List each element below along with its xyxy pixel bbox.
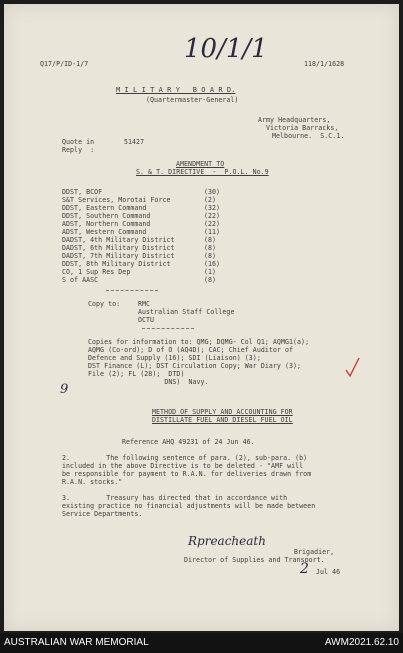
distribution-name: DDST, Eastern Command [62,204,147,212]
quote-label: Quote in Reply : [62,138,95,154]
footer-institution: AUSTRALIAN WAR MEMORIAL [4,637,149,648]
distribution-name: DADST, 6th Military District [62,244,175,252]
distribution-qty: (11) [204,228,221,236]
distribution-qty: (30) [204,188,221,196]
address-line-1: Army Headquarters, [258,116,331,124]
copy-to-item: RMC [138,300,151,308]
distribution-qty: (8) [204,252,217,260]
red-tick-mark [344,356,362,378]
archive-footer [0,633,403,653]
document-page [4,4,399,631]
distribution-name: DDST, Southern Command [62,212,151,220]
distribution-qty: (32) [204,204,221,212]
copy-to-label: Copy to: [88,300,121,308]
margin-note: 9 [60,382,69,397]
divider-rule [142,328,194,329]
distribution-qty: (16) [204,260,221,268]
distribution-qty: (8) [204,276,217,284]
handwritten-signature: Rpreacheath [188,534,266,548]
address-line-2: Victoria Barracks, [266,124,339,132]
handwritten-date-day: 2 [300,561,309,577]
signature-date: Jul 46 [316,568,341,576]
distribution-qty: (22) [204,212,221,220]
file-ref-right: 118/1/1628 [304,60,345,68]
distribution-name: S of AASC [62,276,99,284]
quote-number: 51427 [124,138,145,146]
distribution-qty: (8) [204,244,217,252]
handwritten-file-number: 10/1/1 [184,34,268,64]
copies-information: Copies for information to: QMG; DQMG- Col Q1; AQMG1(a); AQMG (Co-ord); D of O (AQ4D); CAC; Chief Auditor of Defence and Supply (16); SDI (Liaison) (3); DST Finance (L); DST Circulation Copy; War Diary (3); File (2); FL (28); DTD) DNS) Navy. [88,338,310,386]
distribution-name: DADST, 4th Military District [62,236,175,244]
copy-to-item: OCTU [138,316,155,324]
distribution-name: DDST, 8th Military District [62,260,171,268]
distribution-name: CO, 1 Sup Res Dep [62,268,131,276]
paragraph-3: 3. Treasury has directed that in accordance with existing practice no financial adjustments will be made between Service Departments. [62,494,316,518]
distribution-qty: (8) [204,236,217,244]
subject-line-1: AMENDMENT TO [176,160,225,168]
distribution-name: ADST, Western Command [62,228,147,236]
divider-rule [106,290,158,291]
distribution-name: S&T Services, Morotai Force [62,196,171,204]
copy-to-item: Australian Staff College [138,308,235,316]
footer-catalogue-id: AWM2021.62.10 [324,637,399,648]
topic-line-1: METHOD OF SUPPLY AND ACCOUNTING FOR [152,408,293,416]
topic-line-2: DISTILLATE FUEL AND DIESEL FUEL OIL [152,416,293,424]
paragraph-2: 2. The following sentence of para. (2), sub-para. (b) included in the above Directive is to be deleted - "AMF will be responsible for payment to R.A.N. for deliveries drawn from R.A.N. stocks." [62,454,312,486]
distribution-qty: (22) [204,220,221,228]
reference-line: Reference AHQ 49231 of 24 Jun 46. [122,438,255,446]
document-subtitle: (Quartermaster-General) [146,96,239,104]
distribution-name: DADST, 7th Military District [62,252,175,260]
distribution-name: DDST, BCOF [62,188,103,196]
document-title: M I L I T A R Y B O A R D. [116,86,236,94]
distribution-qty: (1) [204,268,217,276]
signature-position: Director of Supplies and Transport. [184,556,325,564]
file-ref-left: Q17/P/ID-1/7 [40,60,89,68]
subject-line-2: S. & T. DIRECTIVE - P.O.L. No.9 [136,168,269,176]
distribution-name: ADST, Northern Command [62,220,151,228]
address-line-3: Melbourne. S.C.1. [272,132,345,140]
distribution-qty: (2) [204,196,217,204]
signature-rank: Brigadier, [294,548,335,556]
